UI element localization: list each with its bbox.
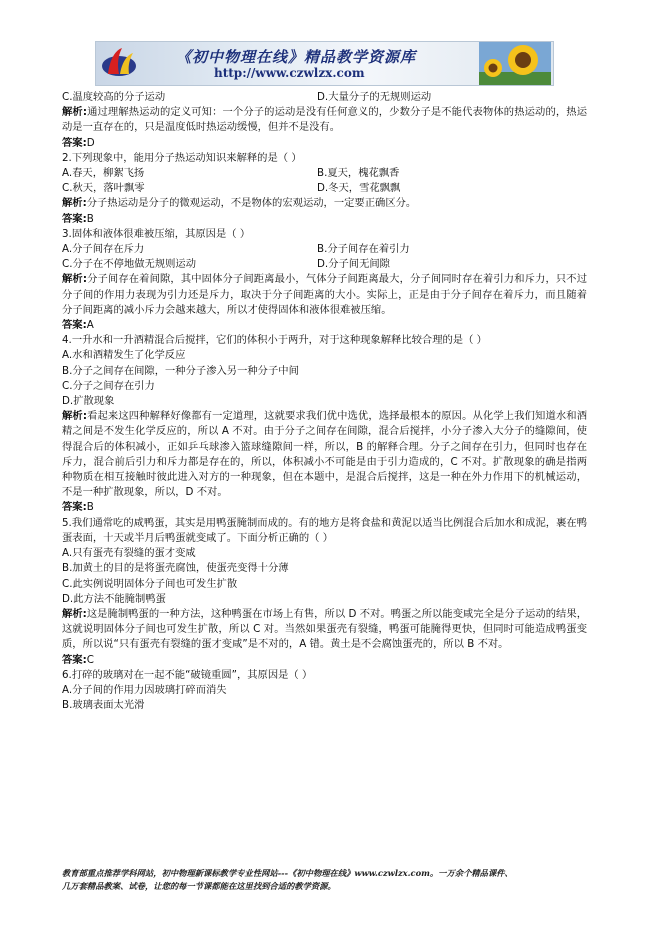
question-3: 3.固体和液体很难被压缩，其原因是（ ） [62, 227, 251, 240]
answer-label: 答案: [62, 653, 87, 666]
answer-line [62, 212, 587, 227]
analysis-text: 分子间存在着间隙，其中固体分子间距离最小，气体分子间距离最大，分子间同时存在着引力和斥力，只不过分子间的作用力表现为引力还是斥力，取决于分子间距离的大小。实际上，正是由于分子间存在着斥力，而且随着分子间距离的减小斥力会越来越大，所以才使得固体和液体很难被压缩。 [62, 273, 587, 316]
option-d: D.大量分子的无规则运动 [317, 91, 432, 103]
option-a: A.分子间存在斥力 [62, 243, 145, 256]
analysis-paragraph [62, 409, 587, 500]
answer-value: C [86, 653, 94, 666]
analysis-paragraph [62, 196, 587, 211]
option-c: C.分子在不停地做无规则运动 [62, 258, 197, 271]
options-row [62, 90, 587, 105]
answer-line [62, 318, 587, 333]
footer-line-2: 几万套精品教案、试卷，让您的每一节课都能在这里找到合适的教学资源。 [62, 881, 336, 891]
analysis-label: 解析: [62, 197, 87, 210]
footer-line-1: 教育部重点推荐学科网站，初中物理新课标教学专业性网站---《初中物理在线》www.czwlzx.com。一万余个精品课件、 [62, 868, 513, 878]
analysis-label: 解析: [62, 410, 87, 423]
option-b: B.夏天，槐花飘香 [317, 167, 400, 180]
analysis-paragraph [62, 272, 587, 318]
option-b: B.玻璃表面太光滑 [62, 699, 145, 712]
option-c: C.分子之间存在引力 [62, 379, 155, 392]
answer-value: D [86, 136, 95, 149]
option-d: D.扩散现象 [62, 395, 115, 408]
options-row [62, 181, 587, 196]
answer-value: B [86, 501, 94, 514]
analysis-text: 通过理解热运动的定义可知：一个分子的运动是没有任何意义的，少数分子是不能代表物体的热运动的，热运动是一直存在的，只是温度低时热运动缓慢，但并不是没有。 [62, 106, 587, 134]
analysis-paragraph [62, 105, 587, 135]
answer-value: B [86, 212, 94, 225]
option-c: C.此实例说明固体分子间也可发生扩散 [62, 577, 238, 590]
option-a: A.分子间的作用力因玻璃打碎而消失 [62, 683, 227, 696]
answer-label: 答案: [62, 501, 87, 514]
site-logo [100, 44, 138, 82]
site-url[interactable]: http://www.czwlzx.com [214, 66, 365, 80]
answer-line [62, 653, 587, 668]
answer-label: 答案: [62, 212, 87, 225]
analysis-text: 分子热运动是分子的微观运动，不是物体的宏观运动，一定要正确区分。 [86, 197, 417, 210]
options-row [62, 242, 587, 257]
answer-value: A [86, 319, 94, 332]
analysis-text: 看起来这四种解释好像都有一定道理，这就要求我们优中选优，选择最根本的原因。从化学上我们知道水和酒精之间是不发生化学反应的，所以 A 不对。由于分子之间存在间隙，混合后搅拌，小分子渗入大分子的缝隙间，使得混合后的体积减小，正如乒乓球渗入篮球缝隙间一样，所以，B 的解释合理。分子之间存在引力，但同时也存在斥力，混合前后引力和斥力都是存在的，所以，体积减小不可能是由于引力造成的，C 不对。扩散现象的确是指两种物质在相互接触时彼此进入对方的一种现象，但在本题中，是混合后搅拌，这是一种在外力作用下的机械运动，不是一种扩散现象，所以，D 不对。 [62, 410, 587, 499]
option-a: A.水和酒精发生了化学反应 [62, 349, 186, 362]
option-d: D.冬天，雪花飘飘 [317, 182, 401, 195]
option-b: B.分子之间存在间隙，一种分子渗入另一种分子中间 [62, 364, 299, 377]
options-row [62, 166, 587, 181]
options-row [62, 257, 587, 272]
option-a: A.只有蛋壳有裂缝的蛋才变咸 [62, 547, 196, 560]
analysis-label: 解析: [62, 273, 87, 286]
site-title: 《初中物理在线》精品教学资源库 [176, 48, 417, 66]
answer-label: 答案: [62, 319, 87, 332]
option-c: C.秋天，落叶飘零 [62, 182, 145, 195]
analysis-label: 解析: [62, 607, 87, 620]
question-6: 6.打碎的玻璃对在一起不能“破镜重圆”，其原因是（ ） [62, 668, 313, 681]
answer-line [62, 136, 587, 151]
option-d: D.分子间无间隙 [317, 258, 390, 271]
document-body [62, 90, 587, 713]
option-b: B.分子间存在着引力 [317, 243, 410, 256]
question-2: 2.下列现象中，能用分子热运动知识来解释的是（ ） [62, 151, 302, 164]
page-footer [62, 867, 602, 893]
answer-label: 答案: [62, 136, 87, 149]
question-5: 5.我们通常吃的咸鸭蛋，其实是用鸭蛋腌制而成的。有的地方是将食盐和黄泥以适当比例混合后加水和成泥，裹在鸭蛋表面，十天或半月后鸭蛋就变咸了。下面分析正确的（ ） [62, 516, 587, 544]
analysis-text: 这是腌制鸭蛋的一种方法，这种鸭蛋在市场上有售，所以 D 不对。鸭蛋之所以能变咸完全是分子运动的结果，这就说明固体分子间也可发生扩散，所以 C 对。当然如果蛋壳有裂缝，鸭蛋可能腌得更快，但同时可能造成鸭蛋变质，所以说“只有蛋壳有裂缝的蛋才变咸”是不对的，A 错。黄土是不会腐蚀蛋壳的，所以 B 不对。 [62, 607, 587, 651]
analysis-paragraph [62, 607, 587, 653]
option-d: D.此方法不能腌制鸭蛋 [62, 592, 166, 605]
sunflower-icon [479, 42, 551, 85]
option-b: B.加黄土的目的是将蛋壳腐蚀，使蛋壳变得十分薄 [62, 562, 289, 575]
analysis-label: 解析: [62, 106, 87, 119]
question-4: 4.一升水和一升酒精混合后搅拌，它们的体积小于两升，对于这种现象解释比较合理的是（ ） [62, 334, 487, 347]
option-c: C.温度较高的分子运动 [62, 91, 166, 103]
header-banner [95, 41, 554, 86]
option-a: A.春天，柳絮飞扬 [62, 167, 145, 180]
answer-line [62, 500, 587, 515]
